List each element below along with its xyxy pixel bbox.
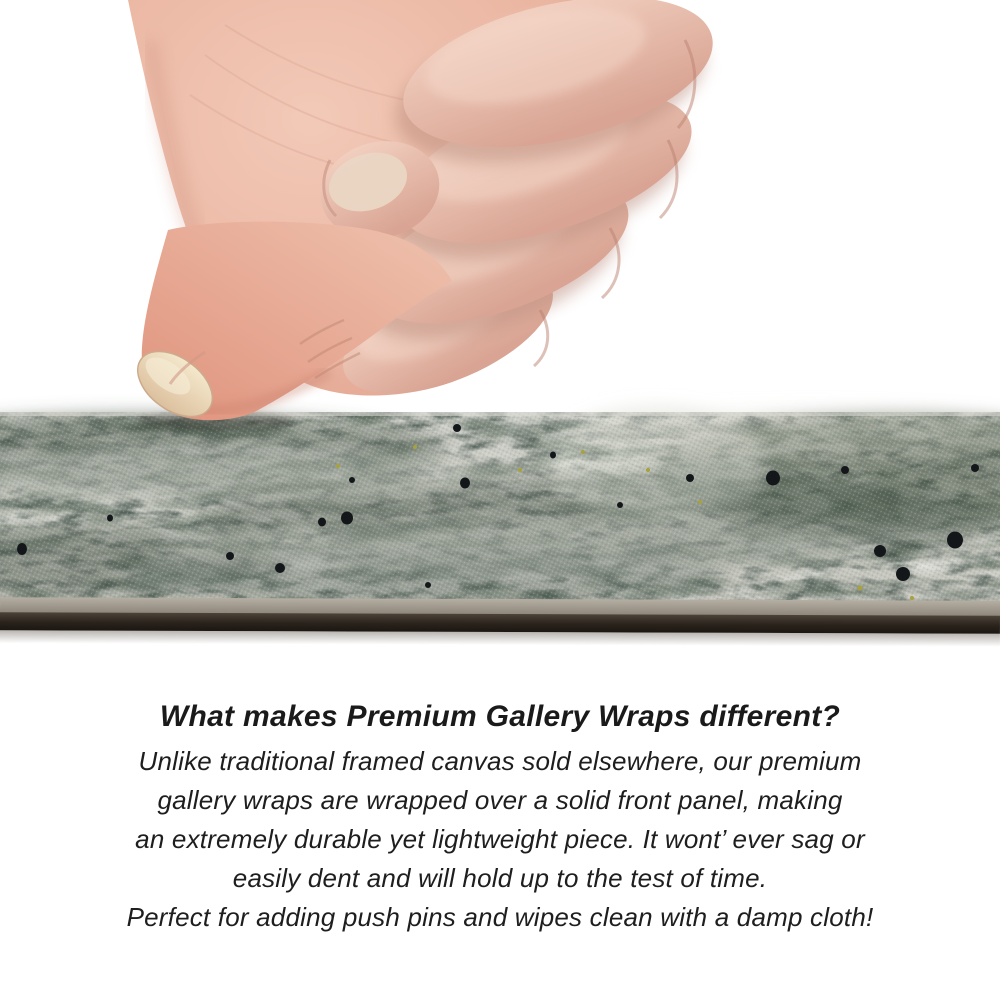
body-line: an extremely durable yet lightweight piece. It wont’ ever sag or <box>135 824 865 854</box>
headline: What makes Premium Gallery Wraps different? <box>159 700 841 733</box>
body-line: gallery wraps are wrapped over a solid front panel, making <box>157 785 843 815</box>
canvas-strip <box>0 404 1000 647</box>
body-line: easily dent and will hold up to the test of time. <box>232 863 768 893</box>
body-line: Perfect for adding push pins and wipes clean with a damp cloth! <box>126 902 874 932</box>
panel-edge <box>0 597 1000 646</box>
body-line: Unlike traditional framed canvas sold elsewhere, our premium <box>138 746 862 776</box>
caption-block <box>0 700 1000 937</box>
